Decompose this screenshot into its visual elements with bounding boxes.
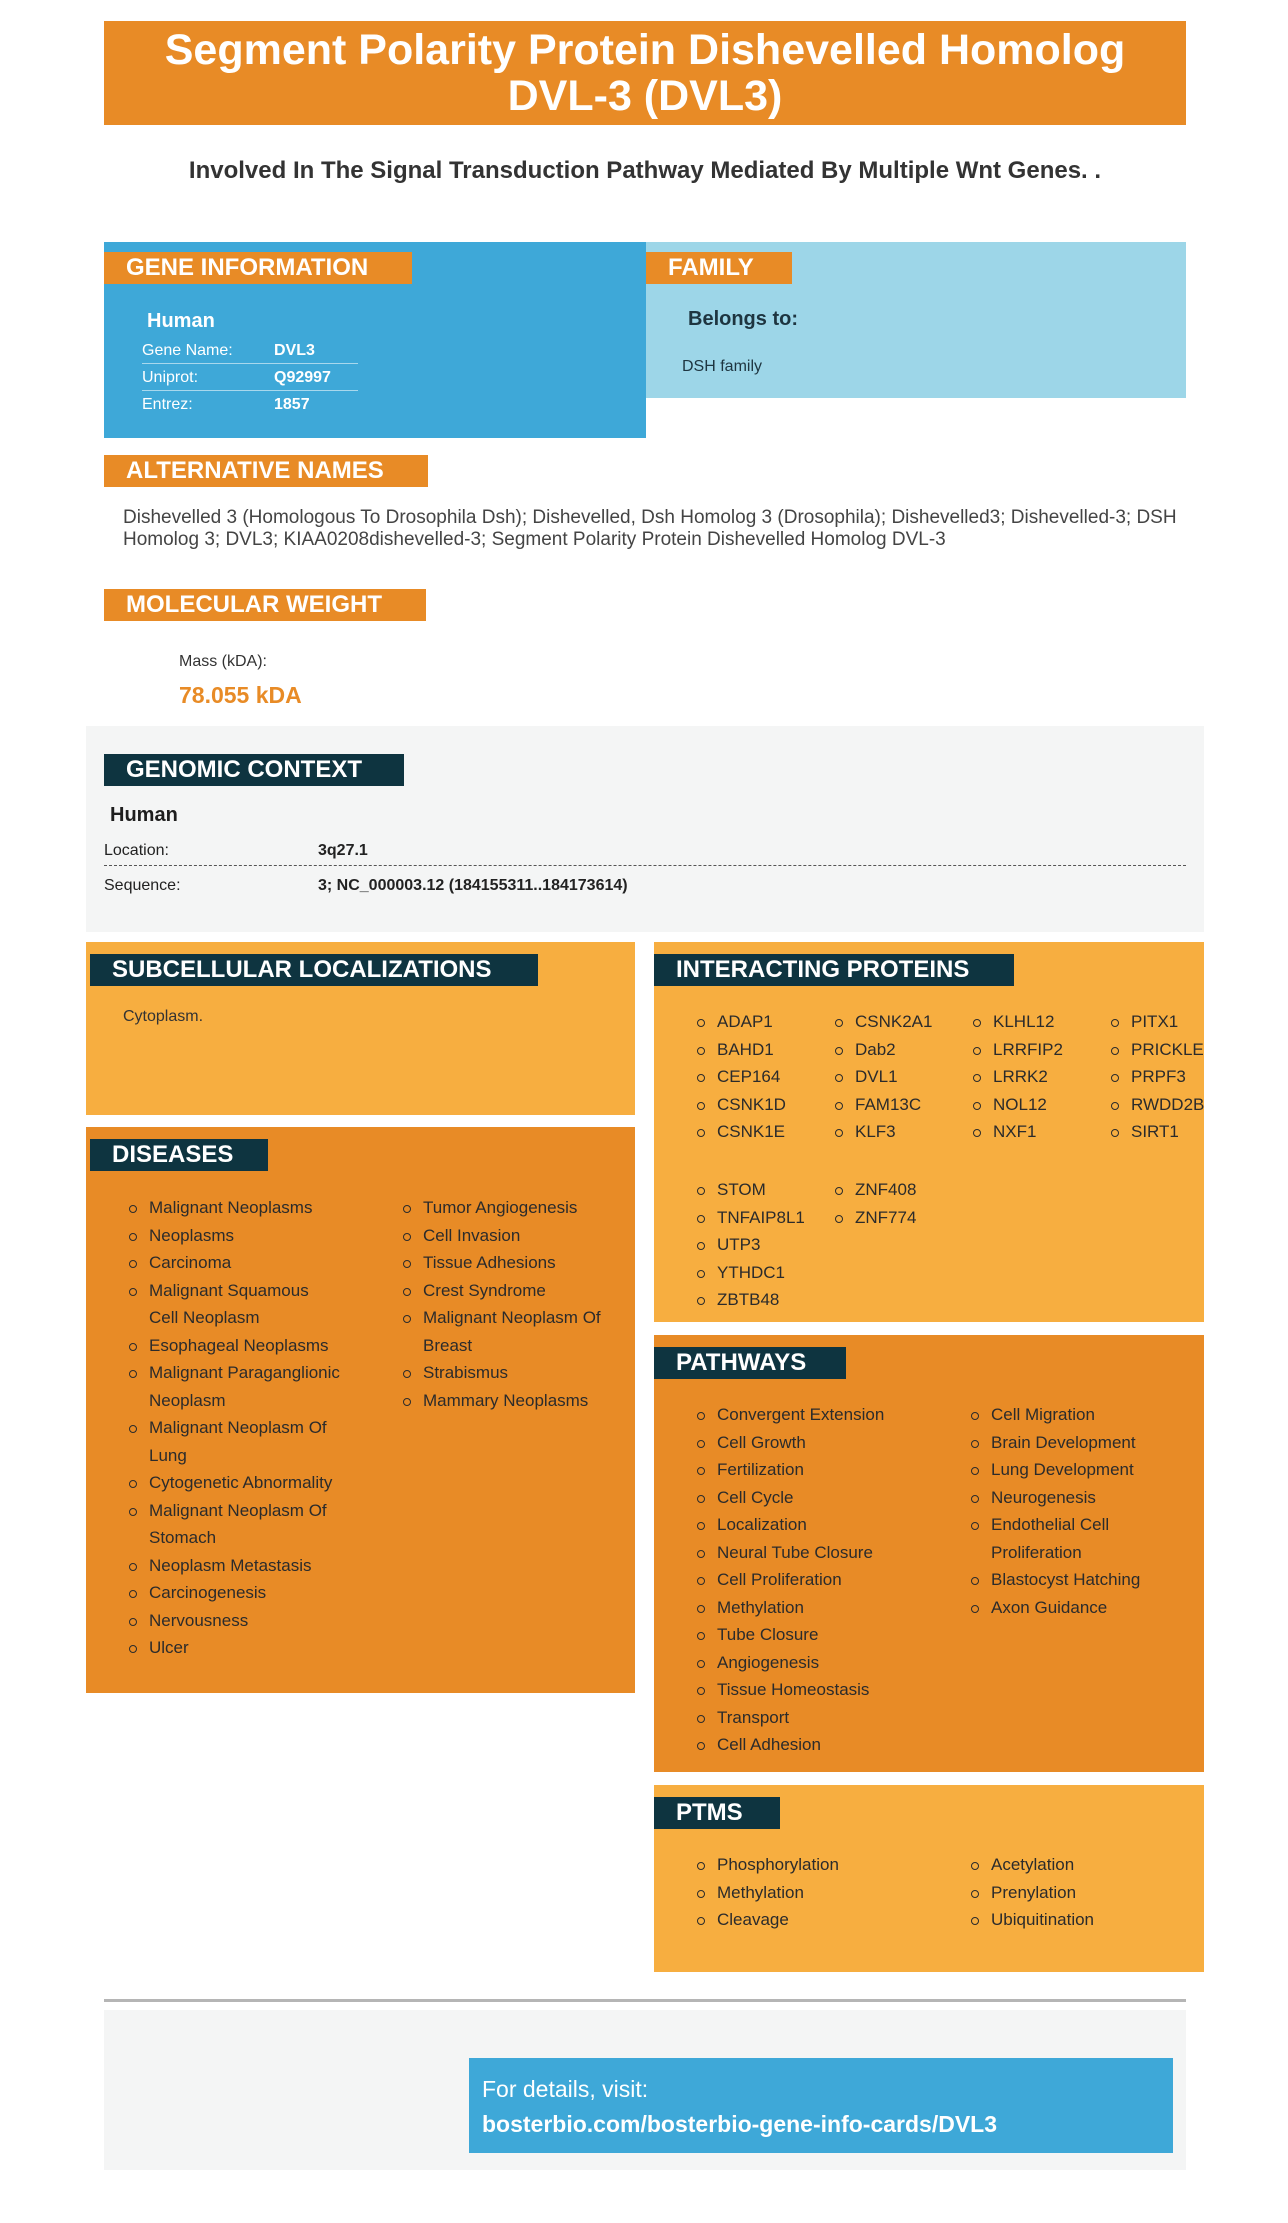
protein-item: CSNK1E	[697, 1118, 786, 1146]
ptm-item: Ubiquitination	[971, 1906, 1186, 1934]
interacting-proteins-column	[835, 1176, 916, 1231]
disease-item: Malignant Paraganglionic Neoplasm	[129, 1359, 341, 1414]
footer-divider	[104, 1999, 1186, 2002]
pathway-item: Neurogenesis	[971, 1484, 1186, 1512]
disease-item: Malignant Neoplasms	[129, 1194, 341, 1222]
interacting-proteins-heading: INTERACTING PROTEINS	[654, 954, 1014, 986]
entrez-row	[142, 391, 358, 418]
protein-item: TNFAIP8L1	[697, 1204, 805, 1232]
pathway-item: Transport	[697, 1704, 959, 1732]
protein-item: RWDD2B	[1111, 1091, 1204, 1119]
interacting-proteins-column	[1111, 1008, 1204, 1146]
family-belongs-label: Belongs to:	[688, 308, 798, 330]
alternative-names-heading: ALTERNATIVE NAMES	[104, 455, 428, 487]
ptms-heading: PTMS	[654, 1797, 780, 1829]
genomic-species: Human	[110, 804, 178, 826]
pathway-item: Angiogenesis	[697, 1649, 959, 1677]
disease-item: Crest Syndrome	[403, 1277, 615, 1305]
protein-item: SIRT1	[1111, 1118, 1204, 1146]
protein-item: ADAP1	[697, 1008, 786, 1036]
disease-item: Malignant Neoplasm Of Stomach	[129, 1497, 341, 1552]
protein-item: FAM13C	[835, 1091, 932, 1119]
pathways-section	[654, 1335, 1204, 1772]
genomic-context-section	[86, 726, 1204, 932]
disease-item: Malignant Neoplasm Of Lung	[129, 1414, 341, 1469]
interacting-proteins-column	[973, 1008, 1063, 1146]
pathway-item: Brain Development	[971, 1429, 1186, 1457]
disease-item: Cytogenetic Abnormality	[129, 1469, 341, 1497]
family-section	[646, 242, 1186, 398]
disease-item: Carcinogenesis	[129, 1579, 341, 1607]
mass-label: Mass (kDA):	[179, 653, 267, 670]
disease-item: Malignant Squamous Cell Neoplasm	[129, 1277, 341, 1332]
pathway-item: Convergent Extension	[697, 1401, 959, 1429]
mass-value: 78.055 kDA	[179, 682, 302, 708]
entrez-value: 1857	[274, 396, 310, 413]
protein-item: KLF3	[835, 1118, 932, 1146]
pathway-item: Cell Growth	[697, 1429, 959, 1457]
disease-item: Neoplasms	[129, 1222, 341, 1250]
protein-item: STOM	[697, 1176, 805, 1204]
footer-label: For details, visit:	[482, 2076, 649, 2102]
footer-link[interactable]: bosterbio.com/bosterbio-gene-info-cards/DVL3	[482, 2111, 997, 2137]
protein-item: LRRFIP2	[973, 1036, 1063, 1064]
pathways-list-right	[971, 1401, 1186, 1621]
location-row	[104, 833, 1186, 866]
protein-item: Dab2	[835, 1036, 932, 1064]
pathway-item: Lung Development	[971, 1456, 1186, 1484]
sequence-row	[104, 868, 1186, 901]
disease-item: Carcinoma	[129, 1249, 341, 1277]
protein-item: LRRK2	[973, 1063, 1063, 1091]
ptm-item: Prenylation	[971, 1879, 1186, 1907]
protein-item: KLHL12	[973, 1008, 1063, 1036]
protein-item: ZNF408	[835, 1176, 916, 1204]
disease-item: Nervousness	[129, 1607, 341, 1635]
gene-information-heading: GENE INFORMATION	[104, 252, 412, 284]
gene-information-section	[104, 242, 646, 438]
ptms-list-left	[697, 1851, 947, 1934]
pathway-item: Blastocyst Hatching	[971, 1566, 1186, 1594]
pathway-item: Fertilization	[697, 1456, 959, 1484]
family-value: DSH family	[682, 358, 763, 375]
ptms-section	[654, 1785, 1204, 1972]
footer-details-box	[469, 2058, 1173, 2153]
interacting-proteins-column	[697, 1176, 805, 1314]
ptm-item: Phosphorylation	[697, 1851, 947, 1879]
sequence-value: 3; NC_000003.12 (184155311..184173614)	[318, 877, 628, 894]
pathway-item: Tissue Homeostasis	[697, 1676, 959, 1704]
ptm-item: Methylation	[697, 1879, 947, 1907]
alternative-names-text: Dishevelled 3 (Homologous To Drosophila Dsh); Dishevelled, Dsh Homolog 3 (Drosophila); Dishevelled3; Dishevelled-3; DSH Homolog 3; DVL3; KIAA0208dishevelled-3; Segment Polarity Protein Dishevelled Homolog DVL-3	[123, 507, 1177, 550]
sequence-label: Sequence:	[104, 877, 181, 894]
protein-item: NOL12	[973, 1091, 1063, 1119]
page-title: Segment Polarity Protein Dishevelled Homolog DVL-3 (DVL3)	[104, 21, 1186, 125]
interacting-proteins-column	[697, 1008, 786, 1146]
entrez-label: Entrez:	[142, 396, 193, 413]
uniprot-label: Uniprot:	[142, 369, 199, 386]
protein-item: ZBTB48	[697, 1286, 805, 1314]
protein-item: PRICKLE	[1111, 1036, 1204, 1064]
disease-item: Ulcer	[129, 1634, 341, 1662]
protein-item: CSNK1D	[697, 1091, 786, 1119]
gene-name-value: DVL3	[274, 342, 315, 359]
protein-item: PITX1	[1111, 1008, 1204, 1036]
ptms-list-right	[971, 1851, 1186, 1934]
pathway-item: Methylation	[697, 1594, 959, 1622]
pathway-item: Cell Adhesion	[697, 1731, 959, 1759]
pathways-heading: PATHWAYS	[654, 1347, 846, 1379]
protein-item: CSNK2A1	[835, 1008, 932, 1036]
subcellular-text: Cytoplasm.	[123, 1008, 204, 1025]
protein-item: ZNF774	[835, 1204, 916, 1232]
protein-item: PRPF3	[1111, 1063, 1204, 1091]
protein-item: UTP3	[697, 1231, 805, 1259]
subcellular-section	[86, 942, 635, 1115]
diseases-heading: DISEASES	[90, 1139, 268, 1171]
pathway-item: Cell Migration	[971, 1401, 1186, 1429]
protein-item: BAHD1	[697, 1036, 786, 1064]
location-value: 3q27.1	[318, 842, 368, 859]
pathway-item: Axon Guidance	[971, 1594, 1186, 1622]
genomic-context-heading: GENOMIC CONTEXT	[104, 754, 404, 786]
location-label: Location:	[104, 842, 169, 859]
molecular-weight-heading: MOLECULAR WEIGHT	[104, 589, 426, 621]
disease-item: Mammary Neoplasms	[403, 1387, 615, 1415]
diseases-list-left	[129, 1194, 341, 1662]
disease-item: Tumor Angiogenesis	[403, 1194, 615, 1222]
ptm-item: Acetylation	[971, 1851, 1186, 1879]
protein-item: YTHDC1	[697, 1259, 805, 1287]
pathway-item: Neural Tube Closure	[697, 1539, 959, 1567]
gene-species: Human	[147, 310, 215, 332]
disease-item: Neoplasm Metastasis	[129, 1552, 341, 1580]
gene-name-label: Gene Name:	[142, 342, 233, 359]
disease-item: Cell Invasion	[403, 1222, 615, 1250]
page-subtitle: Involved In The Signal Transduction Pathway Mediated By Multiple Wnt Genes. .	[188, 157, 1102, 184]
pathways-list-left	[697, 1401, 959, 1759]
pathway-item: Localization	[697, 1511, 959, 1539]
diseases-section	[86, 1127, 635, 1693]
pathway-item: Endothelial Cell Proliferation	[971, 1511, 1186, 1566]
disease-item: Malignant Neoplasm Of Breast	[403, 1304, 615, 1359]
pathway-item: Cell Cycle	[697, 1484, 959, 1512]
subcellular-heading: SUBCELLULAR LOCALIZATIONS	[90, 954, 538, 986]
gene-name-row	[142, 337, 358, 364]
protein-item: NXF1	[973, 1118, 1063, 1146]
disease-item: Esophageal Neoplasms	[129, 1332, 341, 1360]
diseases-list-right	[403, 1194, 615, 1414]
ptm-item: Cleavage	[697, 1906, 947, 1934]
protein-item: DVL1	[835, 1063, 932, 1091]
disease-item: Tissue Adhesions	[403, 1249, 615, 1277]
pathway-item: Cell Proliferation	[697, 1566, 959, 1594]
interacting-proteins-section	[654, 942, 1204, 1322]
uniprot-value: Q92997	[274, 369, 331, 386]
uniprot-row	[142, 364, 358, 391]
protein-item: CEP164	[697, 1063, 786, 1091]
disease-item: Strabismus	[403, 1359, 615, 1387]
family-heading: FAMILY	[646, 252, 792, 284]
interacting-proteins-column	[835, 1008, 932, 1146]
pathway-item: Tube Closure	[697, 1621, 959, 1649]
